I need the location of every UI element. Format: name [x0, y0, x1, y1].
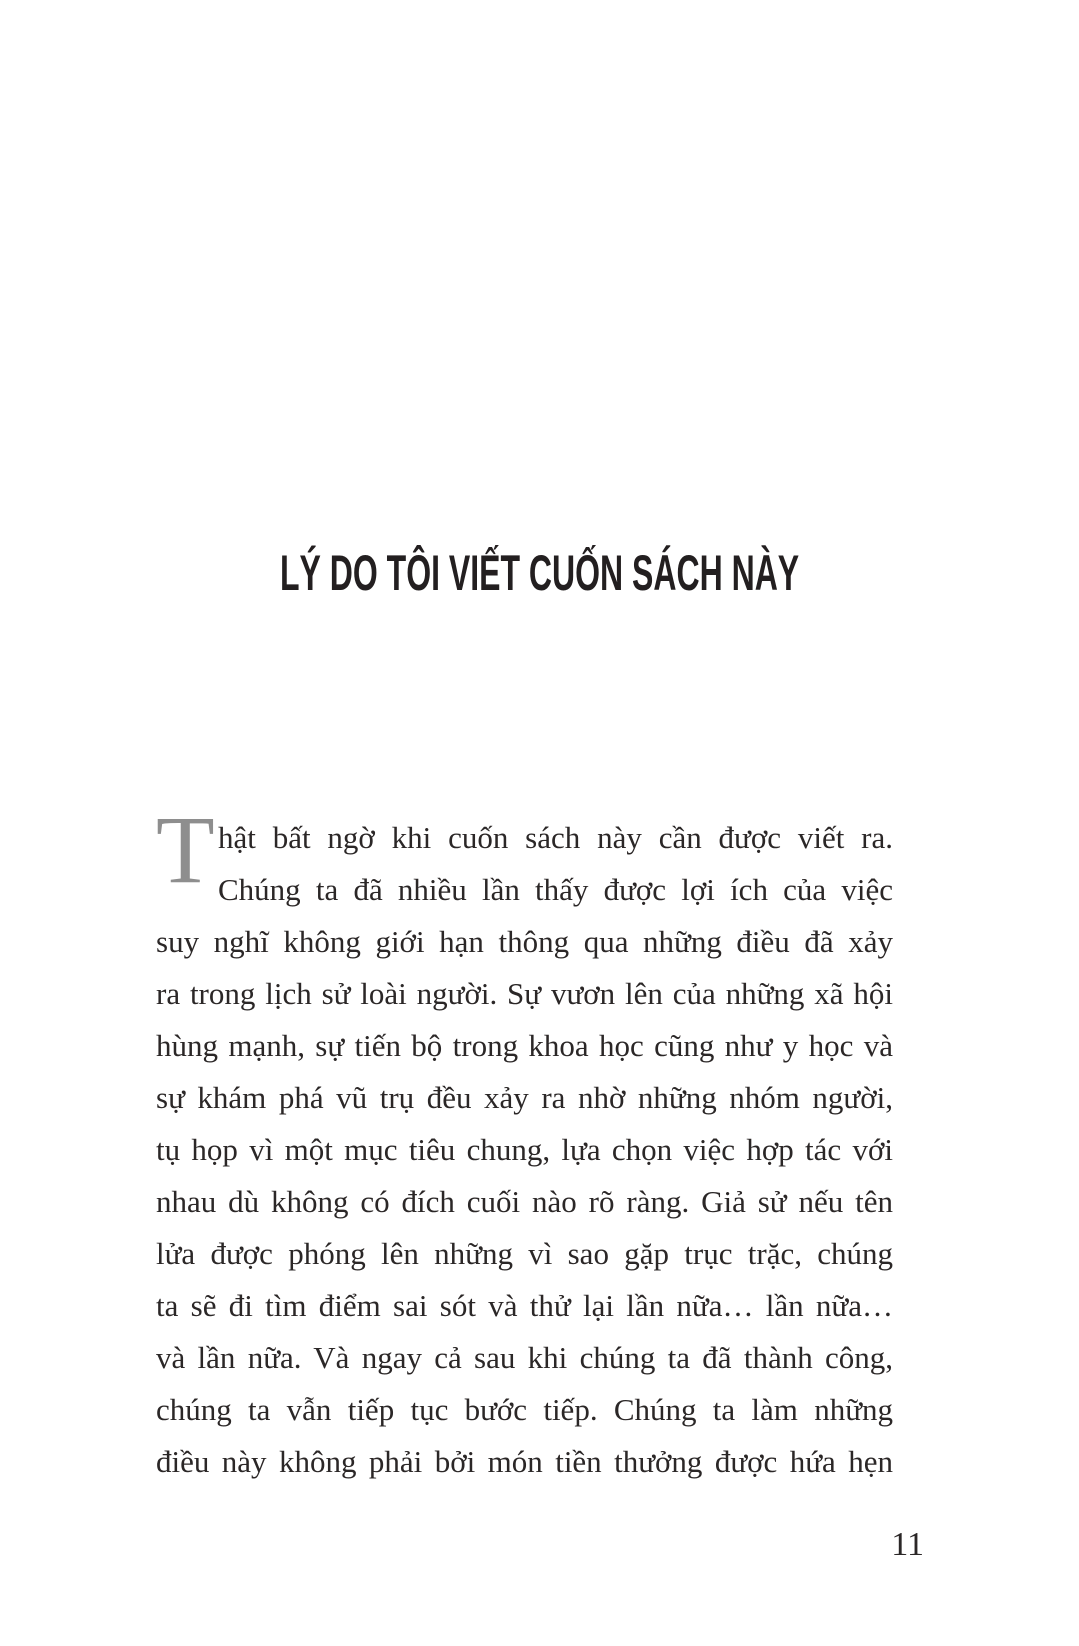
text-line-13: điều này không phải bởi món tiền thưởng được hứa hẹn	[156, 1444, 893, 1479]
text-line-10: ta sẽ đi tìm điểm sai sót và thử lại lần nữa… lần nữa…	[156, 1288, 893, 1323]
text-line-7: tụ họp vì một mục tiêu chung, lựa chọn việc hợp tác với	[156, 1132, 893, 1167]
text-line-12: chúng ta vẫn tiếp tục bước tiếp. Chúng ta làm những	[156, 1392, 893, 1427]
text-line-9: lửa được phóng lên những vì sao gặp trục trặc, chúng	[156, 1236, 893, 1271]
dropcap-letter: T	[156, 796, 215, 903]
page-number: 11	[891, 1526, 924, 1563]
text-line-11: và lần nữa. Và ngay cả sau khi chúng ta đã thành công,	[156, 1340, 893, 1375]
chapter-title-text: LÝ DO TÔI VIẾT CUỐN SÁCH NÀY	[279, 545, 800, 601]
text-line-6: sự khám phá vũ trụ đều xảy ra nhờ những nhóm người,	[156, 1080, 893, 1115]
text-line-1: hật bất ngờ khi cuốn sách này cần được viết ra.	[218, 820, 893, 855]
chapter-title	[0, 545, 1079, 601]
paragraph-lines	[156, 812, 893, 1488]
text-line-3: suy nghĩ không giới hạn thông qua những điều đã xảy	[156, 924, 893, 959]
body-paragraph	[156, 796, 893, 1488]
text-line-8: nhau dù không có đích cuối nào rõ ràng. Giả sử nếu tên	[156, 1184, 893, 1219]
text-line-2: Chúng ta đã nhiều lần thấy được lợi ích của việc	[218, 872, 893, 907]
text-line-5: hùng mạnh, sự tiến bộ trong khoa học cũng như y học và	[156, 1028, 893, 1063]
text-line-4: ra trong lịch sử loài người. Sự vươn lên của những xã hội	[156, 976, 893, 1011]
